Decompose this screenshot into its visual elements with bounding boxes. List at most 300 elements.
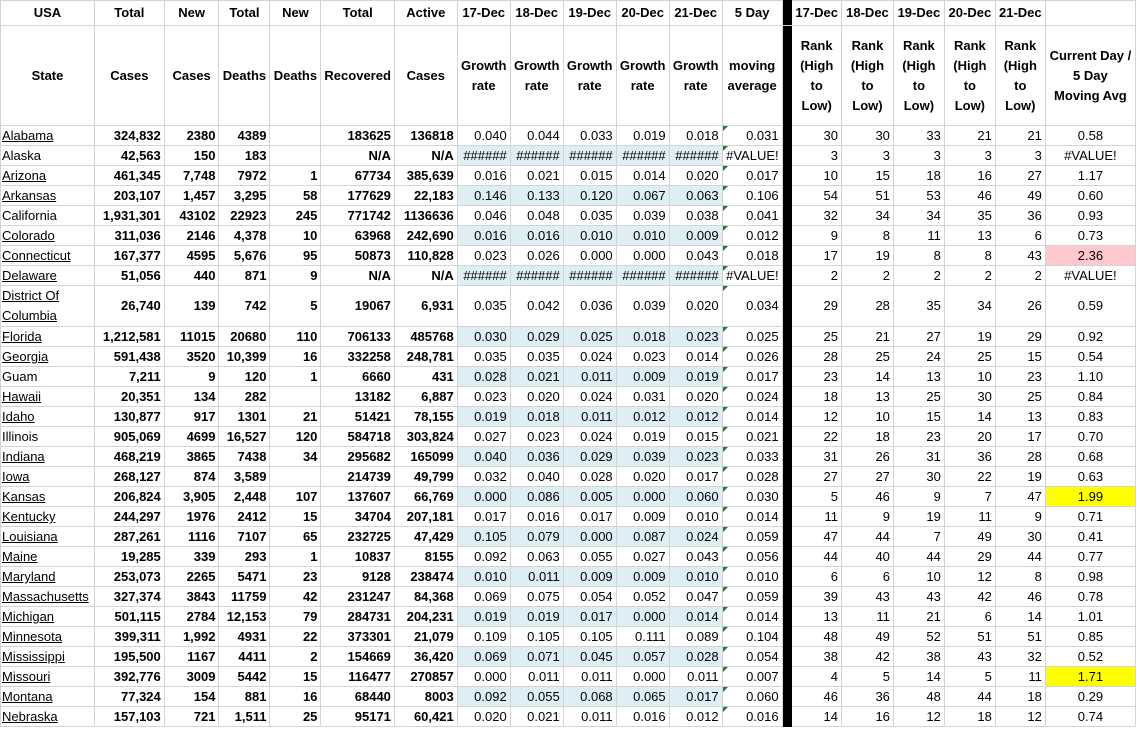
cell-growth-rate[interactable]: 0.055 [510, 687, 563, 707]
cell-growth-rate[interactable]: 0.011 [563, 707, 616, 727]
cell-growth-rate[interactable]: ###### [510, 266, 563, 286]
cell-growth-rate[interactable]: 0.079 [510, 527, 563, 547]
state-link[interactable]: Georgia [2, 349, 49, 364]
cell-rank[interactable]: 5 [842, 667, 894, 687]
cell-growth-rate[interactable]: 0.023 [457, 246, 510, 266]
cell-new-deaths[interactable]: 23 [270, 567, 321, 587]
cell-moving-average[interactable]: 0.060 [722, 687, 782, 707]
date-header-3[interactable]: Total [219, 1, 270, 26]
cell-new-deaths[interactable]: 79 [270, 607, 321, 627]
cell-growth-rate[interactable]: 0.046 [457, 206, 510, 226]
cell-growth-rate[interactable]: 0.031 [616, 387, 669, 407]
cell-growth-rate[interactable]: 0.063 [510, 547, 563, 567]
cell-growth-rate[interactable]: 0.032 [457, 467, 510, 487]
cell-total-deaths[interactable]: 7438 [219, 447, 270, 467]
cell-rank[interactable]: 30 [944, 387, 995, 407]
cell-growth-rate[interactable]: 0.024 [563, 347, 616, 367]
cell-rank[interactable]: 18 [995, 687, 1045, 707]
cell-growth-rate[interactable]: 0.009 [669, 226, 722, 246]
cell-recovered[interactable]: 332258 [321, 347, 394, 367]
cell-growth-rate[interactable]: 0.016 [457, 226, 510, 246]
date-header-11[interactable]: 21-Dec [669, 1, 722, 26]
cell-state[interactable] [1, 347, 95, 367]
cell-rank[interactable]: 24 [893, 347, 944, 367]
cell-rank[interactable]: 19 [842, 246, 894, 266]
cell-rank[interactable]: 43 [842, 587, 894, 607]
cell-growth-rate[interactable]: 0.044 [510, 126, 563, 146]
cell-growth-rate[interactable]: 0.021 [510, 367, 563, 387]
cell-state[interactable] [1, 427, 95, 447]
cell-new-deaths[interactable] [270, 387, 321, 407]
cell-moving-average[interactable]: 0.106 [722, 186, 782, 206]
date-header-19[interactable] [1045, 1, 1135, 26]
cell-rank[interactable]: 7 [944, 487, 995, 507]
cell-rank[interactable]: 28 [995, 447, 1045, 467]
cell-growth-rate[interactable]: 0.086 [510, 487, 563, 507]
cell-rank[interactable]: 12 [944, 567, 995, 587]
cell-growth-rate[interactable]: 0.146 [457, 186, 510, 206]
cell-rank[interactable]: 49 [842, 627, 894, 647]
cell-state[interactable] [1, 467, 95, 487]
state-link[interactable]: Delaware [2, 268, 57, 283]
cell-new-deaths[interactable]: 9 [270, 266, 321, 286]
cell-total-deaths[interactable]: 4411 [219, 647, 270, 667]
state-link[interactable]: Maine [2, 549, 38, 564]
cell-growth-rate[interactable]: 0.011 [563, 667, 616, 687]
cell-growth-rate[interactable]: 0.020 [457, 707, 510, 727]
cell-rank[interactable]: 32 [792, 206, 842, 226]
cell-growth-rate[interactable]: 0.087 [616, 527, 669, 547]
state-link[interactable]: Iowa [2, 469, 30, 484]
cell-rank[interactable]: 47 [792, 527, 842, 547]
date-header-2[interactable]: New [164, 1, 219, 26]
cell-current-day-ratio[interactable]: 0.92 [1045, 327, 1135, 347]
cell-growth-rate[interactable]: 0.092 [457, 547, 510, 567]
cell-recovered[interactable]: 183625 [321, 126, 394, 146]
cell-growth-rate[interactable]: 0.069 [457, 647, 510, 667]
cell-rank[interactable]: 9 [995, 507, 1045, 527]
cell-state[interactable] [1, 587, 95, 607]
cell-rank[interactable]: 12 [995, 707, 1045, 727]
cell-growth-rate[interactable]: 0.043 [669, 547, 722, 567]
cell-growth-rate[interactable]: 0.028 [669, 647, 722, 667]
cell-rank[interactable]: 49 [944, 527, 995, 547]
cell-moving-average[interactable]: 0.018 [722, 246, 782, 266]
cell-current-day-ratio[interactable]: 0.41 [1045, 527, 1135, 547]
cell-recovered[interactable]: 68440 [321, 687, 394, 707]
cell-new-deaths[interactable]: 95 [270, 246, 321, 266]
cell-rank[interactable]: 23 [893, 427, 944, 447]
cell-rank[interactable]: 15 [893, 407, 944, 427]
cell-new-cases[interactable]: 2146 [164, 226, 219, 246]
cell-rank[interactable]: 40 [842, 547, 894, 567]
cell-new-cases[interactable]: 3843 [164, 587, 219, 607]
cell-rank[interactable]: 13 [792, 607, 842, 627]
cell-growth-rate[interactable]: 0.019 [457, 607, 510, 627]
cell-growth-rate[interactable]: 0.039 [616, 286, 669, 327]
cell-rank[interactable]: 11 [842, 607, 894, 627]
cell-growth-rate[interactable]: 0.069 [457, 587, 510, 607]
cell-total-cases[interactable]: 287,261 [94, 527, 164, 547]
cell-growth-rate[interactable]: ###### [616, 266, 669, 286]
cell-rank[interactable]: 34 [893, 206, 944, 226]
cell-new-deaths[interactable]: 15 [270, 507, 321, 527]
cell-rank[interactable]: 44 [995, 547, 1045, 567]
cell-rank[interactable]: 6 [842, 567, 894, 587]
cell-state[interactable] [1, 567, 95, 587]
cell-growth-rate[interactable]: 0.016 [457, 166, 510, 186]
cell-rank[interactable]: 47 [995, 487, 1045, 507]
cell-rank[interactable]: 8 [944, 246, 995, 266]
cell-active-cases[interactable]: 204,231 [394, 607, 457, 627]
cell-growth-rate[interactable]: 0.011 [563, 407, 616, 427]
cell-growth-rate[interactable]: 0.017 [457, 507, 510, 527]
cell-total-cases[interactable]: 203,107 [94, 186, 164, 206]
cell-rank[interactable]: 17 [995, 427, 1045, 447]
cell-active-cases[interactable]: 6,931 [394, 286, 457, 327]
cell-new-cases[interactable]: 440 [164, 266, 219, 286]
cell-state[interactable] [1, 647, 95, 667]
cell-growth-rate[interactable]: 0.063 [669, 186, 722, 206]
cell-new-cases[interactable]: 7,748 [164, 166, 219, 186]
cell-growth-rate[interactable]: 0.019 [669, 367, 722, 387]
cell-growth-rate[interactable]: ###### [457, 266, 510, 286]
cell-total-deaths[interactable]: 7107 [219, 527, 270, 547]
state-link[interactable]: Louisiana [2, 529, 58, 544]
cell-rank[interactable]: 27 [842, 467, 894, 487]
label-header-19[interactable]: Current Day / 5 Day Moving Avg [1045, 26, 1135, 126]
cell-rank[interactable]: 9 [893, 487, 944, 507]
cell-rank[interactable]: 25 [792, 327, 842, 347]
date-header-4[interactable]: New [270, 1, 321, 26]
cell-current-day-ratio[interactable]: #VALUE! [1045, 266, 1135, 286]
state-link[interactable]: Colorado [2, 228, 55, 243]
cell-growth-rate[interactable]: 0.000 [563, 527, 616, 547]
cell-rank[interactable]: 14 [944, 407, 995, 427]
cell-rank[interactable]: 18 [842, 427, 894, 447]
cell-rank[interactable]: 11 [944, 507, 995, 527]
cell-current-day-ratio[interactable]: 0.71 [1045, 507, 1135, 527]
cell-recovered[interactable]: N/A [321, 266, 394, 286]
cell-active-cases[interactable]: 8003 [394, 687, 457, 707]
cell-growth-rate[interactable]: 0.133 [510, 186, 563, 206]
cell-growth-rate[interactable]: 0.042 [510, 286, 563, 327]
cell-total-deaths[interactable]: 22923 [219, 206, 270, 226]
cell-rank[interactable]: 16 [842, 707, 894, 727]
cell-new-deaths[interactable] [270, 467, 321, 487]
cell-moving-average[interactable]: 0.026 [722, 347, 782, 367]
cell-rank[interactable]: 51 [995, 627, 1045, 647]
cell-total-deaths[interactable]: 5442 [219, 667, 270, 687]
cell-active-cases[interactable]: 84,368 [394, 587, 457, 607]
cell-rank[interactable]: 23 [995, 367, 1045, 387]
cell-rank[interactable]: 2 [893, 266, 944, 286]
cell-new-deaths[interactable]: 110 [270, 327, 321, 347]
cell-rank[interactable]: 28 [842, 286, 894, 327]
cell-new-deaths[interactable]: 65 [270, 527, 321, 547]
cell-rank[interactable]: 12 [792, 407, 842, 427]
cell-growth-rate[interactable]: 0.017 [669, 687, 722, 707]
cell-growth-rate[interactable]: 0.035 [510, 347, 563, 367]
cell-total-deaths[interactable]: 16,527 [219, 427, 270, 447]
cell-total-deaths[interactable]: 7972 [219, 166, 270, 186]
cell-rank[interactable]: 14 [893, 667, 944, 687]
cell-growth-rate[interactable]: ###### [563, 266, 616, 286]
cell-moving-average[interactable]: 0.056 [722, 547, 782, 567]
cell-recovered[interactable]: 63968 [321, 226, 394, 246]
cell-current-day-ratio[interactable]: 1.10 [1045, 367, 1135, 387]
cell-growth-rate[interactable]: 0.017 [669, 467, 722, 487]
cell-new-cases[interactable]: 1,992 [164, 627, 219, 647]
label-header-12[interactable]: moving average [722, 26, 782, 126]
cell-current-day-ratio[interactable]: 0.54 [1045, 347, 1135, 367]
cell-new-deaths[interactable]: 2 [270, 647, 321, 667]
cell-growth-rate[interactable]: 0.040 [510, 467, 563, 487]
state-link[interactable]: Massachusetts [2, 589, 89, 604]
cell-growth-rate[interactable]: 0.010 [616, 226, 669, 246]
cell-new-deaths[interactable]: 107 [270, 487, 321, 507]
cell-new-deaths[interactable]: 34 [270, 447, 321, 467]
cell-growth-rate[interactable]: 0.043 [669, 246, 722, 266]
cell-rank[interactable]: 8 [893, 246, 944, 266]
cell-rank[interactable]: 9 [792, 226, 842, 246]
label-header-6[interactable]: Cases [394, 26, 457, 126]
cell-rank[interactable]: 21 [944, 126, 995, 146]
cell-rank[interactable]: 44 [944, 687, 995, 707]
cell-total-deaths[interactable]: 12,153 [219, 607, 270, 627]
cell-state[interactable] [1, 186, 95, 206]
cell-total-cases[interactable]: 244,297 [94, 507, 164, 527]
cell-growth-rate[interactable]: 0.012 [669, 407, 722, 427]
cell-rank[interactable]: 43 [893, 587, 944, 607]
cell-active-cases[interactable]: 485768 [394, 327, 457, 347]
cell-growth-rate[interactable]: 0.020 [669, 286, 722, 327]
cell-new-deaths[interactable]: 245 [270, 206, 321, 226]
cell-growth-rate[interactable]: 0.027 [616, 547, 669, 567]
cell-recovered[interactable]: 177629 [321, 186, 394, 206]
cell-moving-average[interactable]: 0.010 [722, 567, 782, 587]
cell-active-cases[interactable]: 8155 [394, 547, 457, 567]
cell-total-cases[interactable]: 51,056 [94, 266, 164, 286]
cell-total-deaths[interactable]: 5471 [219, 567, 270, 587]
cell-total-deaths[interactable]: 1,511 [219, 707, 270, 727]
cell-rank[interactable]: 13 [995, 407, 1045, 427]
cell-new-deaths[interactable]: 1 [270, 367, 321, 387]
cell-total-cases[interactable]: 591,438 [94, 347, 164, 367]
cell-growth-rate[interactable]: 0.055 [563, 547, 616, 567]
cell-growth-rate[interactable]: 0.014 [669, 607, 722, 627]
cell-total-deaths[interactable]: 742 [219, 286, 270, 327]
cell-new-deaths[interactable]: 10 [270, 226, 321, 246]
cell-moving-average[interactable]: 0.059 [722, 587, 782, 607]
cell-rank[interactable]: 18 [893, 166, 944, 186]
cell-current-day-ratio[interactable]: 1.71 [1045, 667, 1135, 687]
cell-growth-rate[interactable]: 0.016 [510, 226, 563, 246]
cell-current-day-ratio[interactable]: 0.77 [1045, 547, 1135, 567]
cell-total-cases[interactable]: 157,103 [94, 707, 164, 727]
cell-rank[interactable]: 44 [842, 527, 894, 547]
cell-state[interactable] [1, 246, 95, 266]
cell-growth-rate[interactable]: 0.028 [457, 367, 510, 387]
cell-active-cases[interactable]: 49,799 [394, 467, 457, 487]
cell-moving-average[interactable]: 0.024 [722, 387, 782, 407]
cell-new-cases[interactable]: 4595 [164, 246, 219, 266]
cell-total-deaths[interactable]: 2,448 [219, 487, 270, 507]
cell-current-day-ratio[interactable]: 0.70 [1045, 427, 1135, 447]
cell-rank[interactable]: 53 [893, 186, 944, 206]
cell-rank[interactable]: 4 [792, 667, 842, 687]
cell-moving-average[interactable]: 0.054 [722, 647, 782, 667]
cell-rank[interactable]: 34 [842, 206, 894, 226]
cell-rank[interactable]: 2 [842, 266, 894, 286]
cell-growth-rate[interactable]: 0.000 [616, 667, 669, 687]
cell-active-cases[interactable]: 6,887 [394, 387, 457, 407]
cell-growth-rate[interactable]: 0.040 [457, 447, 510, 467]
cell-growth-rate[interactable]: 0.011 [669, 667, 722, 687]
cell-new-deaths[interactable]: 5 [270, 286, 321, 327]
cell-rank[interactable]: 34 [944, 286, 995, 327]
cell-growth-rate[interactable]: 0.020 [510, 387, 563, 407]
cell-new-cases[interactable]: 9 [164, 367, 219, 387]
cell-new-cases[interactable]: 154 [164, 687, 219, 707]
date-header-9[interactable]: 19-Dec [563, 1, 616, 26]
state-link[interactable]: Mississippi [2, 649, 65, 664]
cell-active-cases[interactable]: 385,639 [394, 166, 457, 186]
cell-rank[interactable]: 22 [944, 467, 995, 487]
cell-rank[interactable]: 20 [944, 427, 995, 447]
state-link[interactable]: Kansas [2, 489, 46, 504]
cell-rank[interactable]: 2 [944, 266, 995, 286]
cell-total-cases[interactable]: 206,824 [94, 487, 164, 507]
cell-moving-average[interactable]: 0.016 [722, 707, 782, 727]
cell-growth-rate[interactable]: 0.027 [457, 427, 510, 447]
cell-rank[interactable]: 35 [893, 286, 944, 327]
cell-active-cases[interactable]: 431 [394, 367, 457, 387]
cell-growth-rate[interactable]: 0.024 [563, 427, 616, 447]
cell-state[interactable] [1, 507, 95, 527]
cell-growth-rate[interactable]: 0.035 [457, 286, 510, 327]
cell-rank[interactable]: 32 [995, 647, 1045, 667]
cell-rank[interactable]: 17 [792, 246, 842, 266]
cell-growth-rate[interactable]: 0.011 [563, 367, 616, 387]
cell-rank[interactable]: 6 [944, 607, 995, 627]
cell-growth-rate[interactable]: 0.020 [669, 387, 722, 407]
cell-growth-rate[interactable]: 0.009 [616, 567, 669, 587]
cell-state[interactable] [1, 367, 95, 387]
cell-growth-rate[interactable]: 0.021 [510, 166, 563, 186]
cell-state[interactable] [1, 447, 95, 467]
cell-rank[interactable]: 46 [944, 186, 995, 206]
cell-total-cases[interactable]: 268,127 [94, 467, 164, 487]
cell-growth-rate[interactable]: 0.075 [510, 587, 563, 607]
cell-total-cases[interactable]: 42,563 [94, 146, 164, 166]
cell-rank[interactable]: 36 [944, 447, 995, 467]
cell-new-deaths[interactable]: 120 [270, 427, 321, 447]
state-link[interactable]: Hawaii [2, 389, 42, 404]
cell-total-deaths[interactable]: 1301 [219, 407, 270, 427]
cell-growth-rate[interactable]: 0.009 [616, 507, 669, 527]
cell-growth-rate[interactable]: 0.010 [457, 567, 510, 587]
cell-rank[interactable]: 25 [944, 347, 995, 367]
cell-growth-rate[interactable]: 0.000 [616, 487, 669, 507]
label-header-9[interactable]: Growth rate [563, 26, 616, 126]
cell-new-cases[interactable]: 721 [164, 707, 219, 727]
cell-active-cases[interactable]: 78,155 [394, 407, 457, 427]
label-header-10[interactable]: Growth rate [616, 26, 669, 126]
cell-rank[interactable]: 13 [944, 226, 995, 246]
state-link[interactable]: Connecticut [2, 248, 71, 263]
cell-recovered[interactable]: 295682 [321, 447, 394, 467]
cell-total-cases[interactable]: 324,832 [94, 126, 164, 146]
cell-active-cases[interactable]: N/A [394, 266, 457, 286]
cell-rank[interactable]: 38 [792, 647, 842, 667]
cell-active-cases[interactable]: 22,183 [394, 186, 457, 206]
cell-total-cases[interactable]: 195,500 [94, 647, 164, 667]
cell-recovered[interactable]: 51421 [321, 407, 394, 427]
cell-growth-rate[interactable]: 0.019 [457, 407, 510, 427]
cell-rank[interactable]: 8 [842, 226, 894, 246]
state-link[interactable]: Montana [2, 689, 53, 704]
cell-rank[interactable]: 46 [995, 587, 1045, 607]
cell-growth-rate[interactable]: 0.054 [563, 587, 616, 607]
cell-active-cases[interactable]: 21,079 [394, 627, 457, 647]
cell-growth-rate[interactable]: 0.010 [669, 507, 722, 527]
cell-moving-average[interactable]: 0.033 [722, 447, 782, 467]
cell-active-cases[interactable]: N/A [394, 146, 457, 166]
cell-active-cases[interactable]: 1136636 [394, 206, 457, 226]
cell-rank[interactable]: 3 [893, 146, 944, 166]
cell-growth-rate[interactable]: 0.016 [510, 507, 563, 527]
cell-rank[interactable]: 11 [792, 507, 842, 527]
cell-total-deaths[interactable]: 4389 [219, 126, 270, 146]
cell-growth-rate[interactable]: 0.039 [616, 447, 669, 467]
cell-new-deaths[interactable]: 58 [270, 186, 321, 206]
cell-moving-average[interactable]: #VALUE! [722, 146, 782, 166]
cell-growth-rate[interactable]: 0.047 [669, 587, 722, 607]
cell-moving-average[interactable]: 0.014 [722, 407, 782, 427]
cell-current-day-ratio[interactable]: 0.93 [1045, 206, 1135, 226]
cell-recovered[interactable]: 137607 [321, 487, 394, 507]
cell-moving-average[interactable]: 0.030 [722, 487, 782, 507]
label-header-8[interactable]: Growth rate [510, 26, 563, 126]
cell-current-day-ratio[interactable]: 0.29 [1045, 687, 1135, 707]
cell-rank[interactable]: 42 [944, 587, 995, 607]
cell-new-cases[interactable]: 1116 [164, 527, 219, 547]
cell-total-cases[interactable]: 130,877 [94, 407, 164, 427]
date-header-1[interactable]: Total [94, 1, 164, 26]
cell-rank[interactable]: 12 [893, 707, 944, 727]
cell-growth-rate[interactable]: 0.019 [510, 607, 563, 627]
cell-new-deaths[interactable]: 16 [270, 347, 321, 367]
cell-rank[interactable]: 6 [792, 567, 842, 587]
cell-growth-rate[interactable]: 0.000 [457, 667, 510, 687]
cell-growth-rate[interactable]: ###### [563, 146, 616, 166]
date-header-16[interactable]: 19-Dec [893, 1, 944, 26]
cell-recovered[interactable]: 9128 [321, 567, 394, 587]
cell-growth-rate[interactable]: 0.023 [510, 427, 563, 447]
cell-recovered[interactable]: 771742 [321, 206, 394, 226]
cell-current-day-ratio[interactable]: 0.60 [1045, 186, 1135, 206]
cell-rank[interactable]: 38 [893, 647, 944, 667]
cell-active-cases[interactable]: 66,769 [394, 487, 457, 507]
cell-recovered[interactable]: N/A [321, 146, 394, 166]
cell-current-day-ratio[interactable]: 1.99 [1045, 487, 1135, 507]
cell-new-cases[interactable]: 3520 [164, 347, 219, 367]
cell-moving-average[interactable]: 0.017 [722, 367, 782, 387]
cell-state[interactable] [1, 627, 95, 647]
cell-new-cases[interactable]: 2380 [164, 126, 219, 146]
cell-rank[interactable]: 49 [995, 186, 1045, 206]
